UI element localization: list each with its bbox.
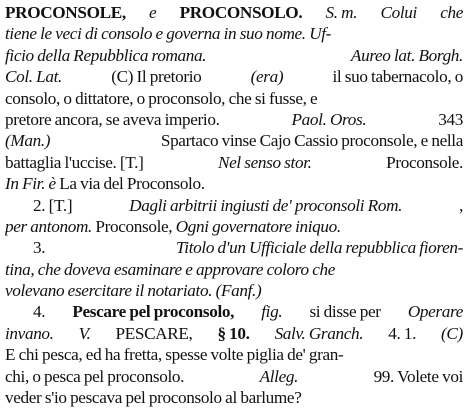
- entry-italic-text: Aureo lat. Borgh.: [350, 45, 463, 65]
- entry-text: veder s'io pescava pel proconsolo al barlume?: [5, 388, 302, 408]
- entry-text: il suo tabernacolo, o: [332, 67, 463, 87]
- entry-italic-text: che: [440, 3, 463, 22]
- entry-headword: § 10.: [217, 323, 250, 343]
- entry-text: chi, o pesca pel proconsolo.: [5, 366, 185, 386]
- entry-line: [5, 301, 463, 322]
- entry-text: PESCARE,: [115, 323, 193, 343]
- entry-italic-text: (Man.): [5, 131, 51, 151]
- entry-italic-text: Nel senso stor.: [218, 152, 312, 172]
- entry-text: 343: [438, 109, 463, 129]
- entry-italic-text: Titolo d'un Ufficiale della repubblica fioren-: [176, 238, 463, 258]
- entry-headword: Pescare pel proconsolo,: [72, 302, 235, 322]
- entry-italic-text: Col. Lat.: [5, 67, 63, 87]
- entry-italic-text: Operare: [407, 302, 463, 322]
- entry-line: [5, 109, 463, 130]
- entry-italic-text: (era): [250, 67, 284, 87]
- entry-text: 2. [T.]: [33, 195, 73, 215]
- entry-text: Proconsole.: [386, 152, 463, 172]
- entry-italic-text: Ogni governatore iniquo.: [175, 216, 341, 236]
- entry-text: 4. 1.: [388, 323, 417, 343]
- entry-text: Spartaco vinse Cajo Cassio proconsole, e nella: [160, 131, 463, 151]
- entry-text: battaglia l'uccise. [T.]: [5, 152, 144, 172]
- entry-line: [5, 88, 463, 109]
- entry-italic-text: invano.: [5, 323, 54, 343]
- entry-line: [5, 259, 463, 280]
- entry-line: [5, 280, 463, 301]
- entry-line: [5, 195, 463, 216]
- entry-line: [5, 2, 463, 23]
- entry-italic-text: (Fanf.): [215, 281, 262, 301]
- entry-line: [5, 45, 463, 66]
- entry-text: Proconsole,: [95, 216, 173, 236]
- entry-text: si disse per: [309, 302, 381, 322]
- entry-text: E chi pesca, ed ha fretta, spesse volte piglia de' gran-: [5, 345, 344, 365]
- entry-headword: PROCONSOLE,: [5, 3, 126, 22]
- entry-line: [5, 173, 463, 194]
- entry-italic-text: Paol. Oros.: [291, 109, 367, 129]
- entry-italic-text: tiene le veci di consolo e governa in suo nome. Uf-: [5, 24, 332, 44]
- entry-italic-text: e: [149, 3, 157, 22]
- entry-italic-text: S. m.: [325, 3, 358, 22]
- entry-text: 3.: [33, 238, 46, 258]
- entry-line: [5, 152, 463, 173]
- entry-italic-text: Dagli arbitrii ingiusti de' proconsoli Rom.: [129, 195, 403, 215]
- entry-italic-text: Colui: [380, 3, 417, 22]
- entry-text: pretore ancora, se aveva imperio.: [5, 109, 220, 129]
- entry-line: [5, 366, 463, 387]
- entry-line: [5, 23, 463, 44]
- entry-italic-text: Alleg.: [259, 366, 299, 386]
- entry-line: [5, 237, 463, 258]
- entry-line: [5, 130, 463, 151]
- entry-text: consolo, o dittatore, o proconsolo, che si fusse, e: [5, 88, 318, 108]
- entry-italic-text: tina, che doveva esaminare e approvare coloro che: [5, 259, 335, 279]
- entry-line: [5, 344, 463, 365]
- entry-text: 99. Volete voi: [373, 366, 463, 386]
- entry-headword: PROCONSOLO.: [179, 3, 303, 22]
- entry-text: La via del Proconsolo.: [59, 174, 205, 194]
- entry-italic-text: per antonom.: [5, 216, 92, 236]
- entry-italic-text: In Fir.: [5, 174, 46, 194]
- entry-text: 4.: [33, 302, 46, 322]
- entry-italic-text: ficio della Repubblica romana.: [5, 45, 207, 65]
- entry-italic-text: V.: [78, 323, 91, 343]
- entry-italic-text: volevano esercitare il notariato.: [5, 281, 213, 301]
- entry-italic-text: Salv. Granch.: [274, 323, 364, 343]
- entry-line: [5, 66, 463, 87]
- entry-line: [5, 323, 463, 344]
- entry-text: (C) Il pretorio: [111, 67, 202, 87]
- entry-text: ,: [459, 195, 463, 215]
- entry-italic-text: fig.: [261, 302, 283, 322]
- entry-line: [5, 387, 463, 408]
- entry-italic-text: (C): [441, 323, 463, 343]
- entry-line: [5, 216, 463, 237]
- dictionary-entry-proconsole: [5, 2, 463, 408]
- entry-italic-text: è: [48, 174, 56, 194]
